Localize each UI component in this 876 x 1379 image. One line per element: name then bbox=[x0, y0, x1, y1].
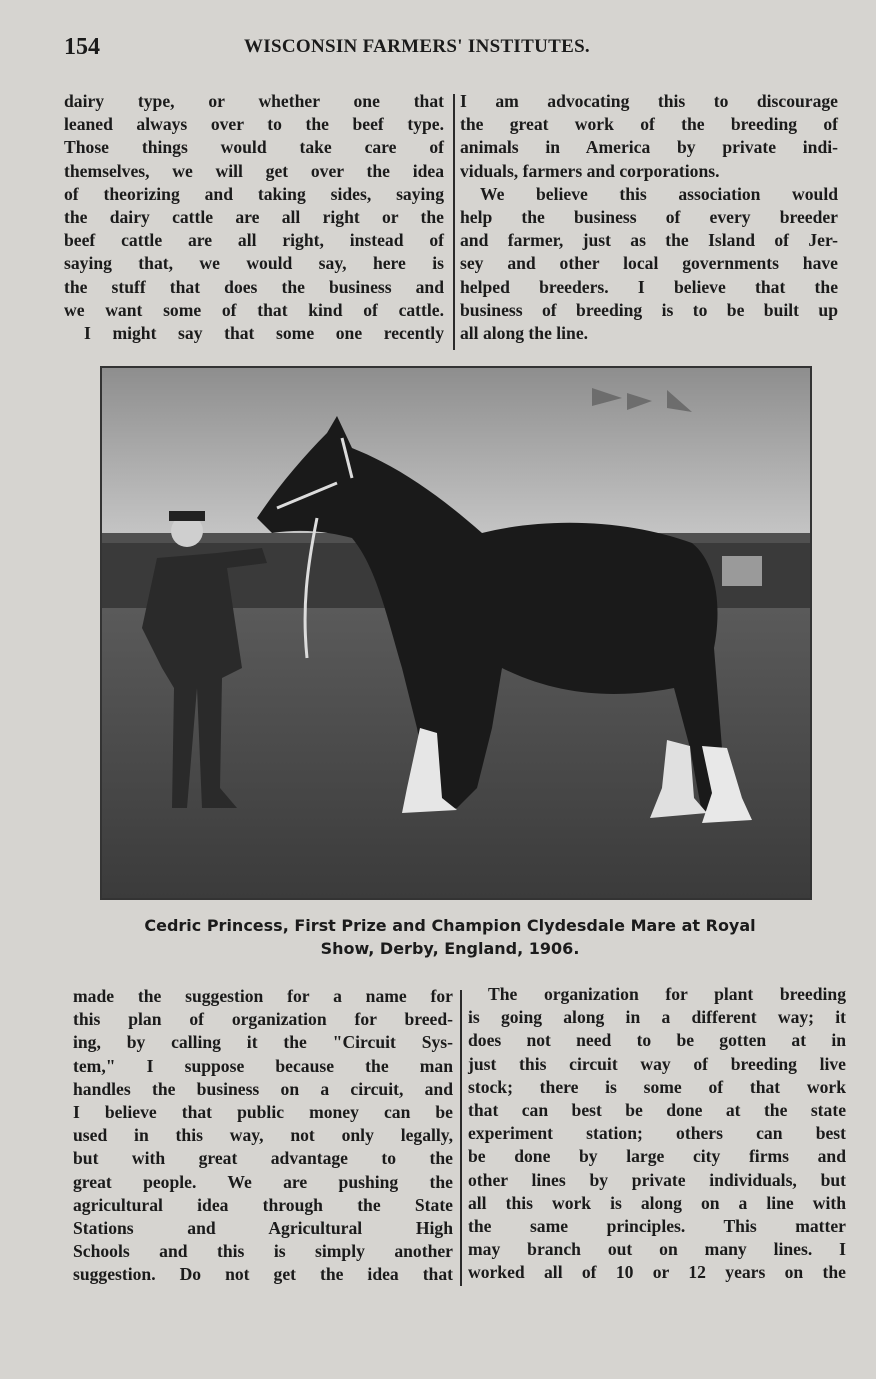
text-line: business of breeding is to be built up bbox=[460, 299, 838, 320]
text-line: may branch out on many lines. I bbox=[468, 1239, 846, 1260]
text-line: I might say that some one recently bbox=[84, 323, 444, 344]
text-line: helped breeders. I believe that the bbox=[460, 276, 838, 297]
text-line: of theorizing and taking sides, saying bbox=[64, 183, 444, 204]
bottom-right-column bbox=[468, 983, 846, 1285]
text-line: viduals, farmers and corporations. bbox=[460, 160, 720, 181]
text-line: suggestion. Do not get the idea that bbox=[73, 1264, 453, 1285]
text-line: saying that, we would say, here is bbox=[64, 253, 444, 274]
running-title: WISCONSIN FARMERS' INSTITUTES. bbox=[244, 36, 590, 57]
text-line: made the suggestion for a name for bbox=[73, 986, 453, 1006]
text-line: We believe this association would bbox=[480, 183, 838, 204]
text-line: great people. We are pushing the bbox=[73, 1171, 453, 1192]
text-line: all along the line. bbox=[460, 323, 589, 344]
caption-line: Cedric Princess, First Prize and Champion Clydesdale Mare at Royal bbox=[144, 916, 756, 935]
bottom-left-column bbox=[73, 985, 453, 1287]
text-line: animals in America by private indi- bbox=[460, 137, 838, 158]
text-line: The organization for plant breeding bbox=[488, 984, 846, 1004]
text-line: sey and other local governments have bbox=[460, 253, 838, 274]
text-line: just this circuit way of breeding live bbox=[468, 1053, 846, 1074]
text-line: the stuff that does the business and bbox=[64, 276, 444, 297]
text-line: is going along in a different way; it bbox=[468, 1007, 846, 1028]
top-left-column bbox=[64, 90, 444, 345]
text-line: tem," I suppose because the man bbox=[73, 1055, 453, 1076]
text-line: dairy type, or whether one that bbox=[64, 91, 444, 111]
text-line: we want some of that kind of cattle. bbox=[64, 299, 444, 320]
text-line: does not need to be gotten at in bbox=[468, 1030, 846, 1051]
photo-illustration bbox=[102, 368, 810, 898]
text-line: this plan of organization for breed- bbox=[73, 1009, 453, 1030]
text-line: other lines by private individuals, but bbox=[468, 1169, 846, 1190]
text-line: I am advocating this to discourage bbox=[460, 91, 838, 111]
text-line: beef cattle are all right, instead of bbox=[64, 230, 444, 251]
text-line: ing, by calling it the "Circuit Sys- bbox=[73, 1032, 453, 1053]
text-line: I believe that public money can be bbox=[73, 1102, 453, 1123]
text-line: worked all of 10 or 12 years on the bbox=[468, 1262, 846, 1283]
text-line: and farmer, just as the Island of Jer- bbox=[460, 230, 838, 251]
text-line: used in this way, not only legally, bbox=[73, 1125, 453, 1146]
text-line: stock; there is some of that work bbox=[468, 1076, 846, 1097]
column-rule bbox=[453, 94, 455, 350]
photo-caption bbox=[92, 914, 808, 960]
text-line: that can best be done at the state bbox=[468, 1100, 846, 1121]
text-line: the same principles. This matter bbox=[468, 1216, 846, 1237]
text-line: agricultural idea through the State bbox=[73, 1194, 453, 1215]
page-header bbox=[64, 34, 808, 68]
text-line: the dairy cattle are all right or the bbox=[64, 207, 444, 228]
text-line: all this work is along on a line with bbox=[468, 1192, 846, 1213]
text-line: but with great advantage to the bbox=[73, 1148, 453, 1169]
text-line: Stations and Agricultural High bbox=[73, 1218, 453, 1239]
caption-line: Show, Derby, England, 1906. bbox=[320, 939, 580, 958]
text-line: the great work of the breeding of bbox=[460, 114, 838, 135]
column-rule bbox=[460, 990, 462, 1286]
text-line: handles the business on a circuit, and bbox=[73, 1078, 453, 1099]
page-number: 154 bbox=[64, 34, 100, 60]
text-line: Those things would take care of bbox=[64, 137, 444, 158]
text-line: Schools and this is simply another bbox=[73, 1241, 453, 1262]
text-line: experiment station; others can best bbox=[468, 1123, 846, 1144]
top-right-column bbox=[460, 90, 838, 345]
text-line: themselves, we will get over the idea bbox=[64, 160, 444, 181]
text-line: leaned always over to the beef type. bbox=[64, 114, 444, 135]
text-line: help the business of every breeder bbox=[460, 207, 838, 228]
horse-photograph bbox=[100, 366, 812, 900]
text-line: be done by large city firms and bbox=[468, 1146, 846, 1167]
